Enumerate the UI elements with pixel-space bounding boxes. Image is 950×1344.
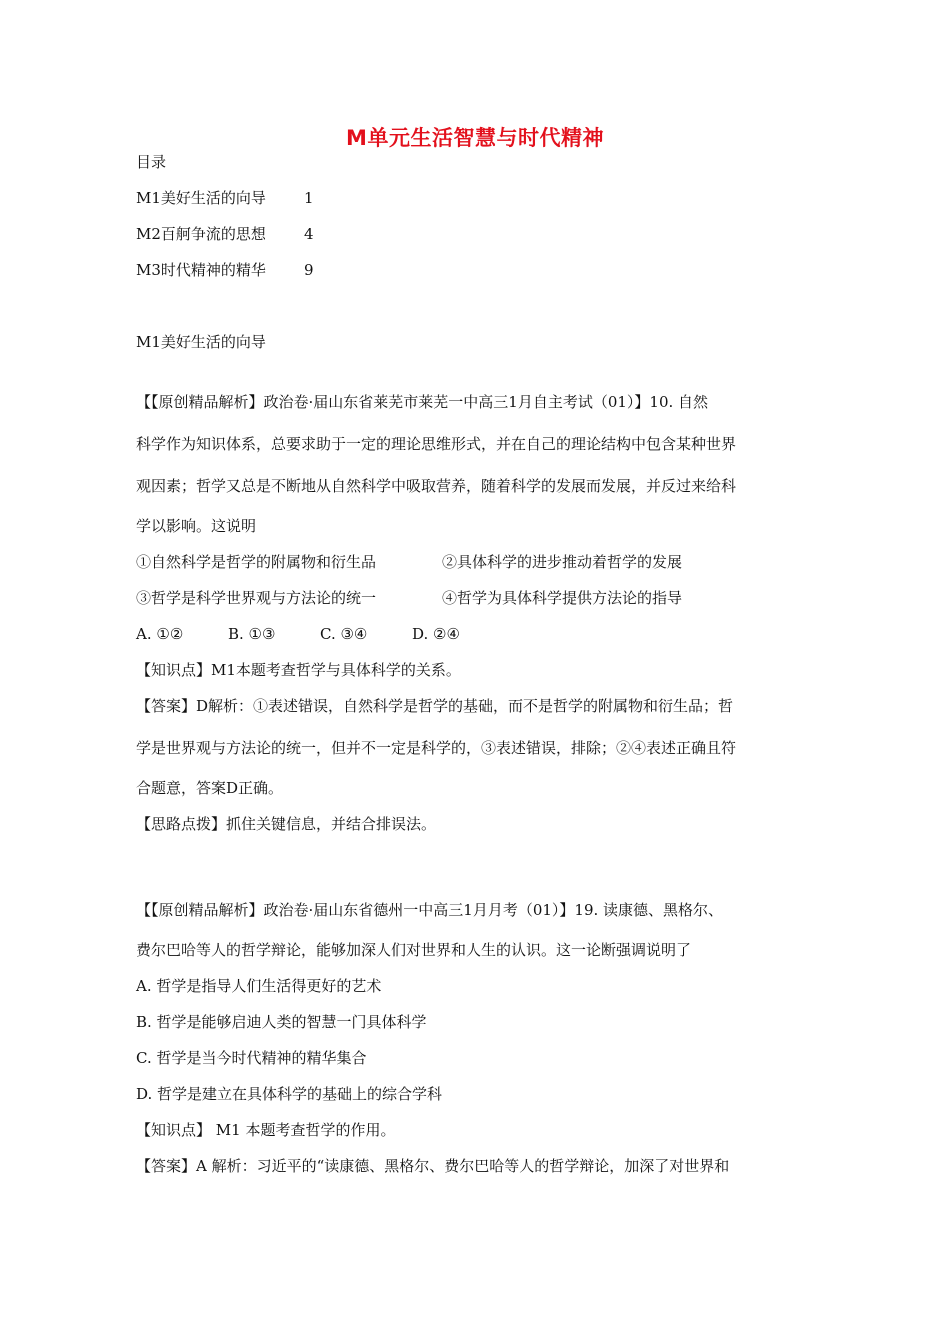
toc-item-label: M1美好生活的向导 [136,189,266,207]
hint-text: 【思路点拨】抓住关键信息，并结合排误法。 [136,815,437,833]
question-text-line: 【【原创精品解析】政治卷·届山东省莱芜市莱芜一中高三1月自主考试（01）】10. 自然 [136,393,709,411]
toc-item-label: M2百舸争流的思想 [136,225,266,243]
answer-choice: B. ①③ [228,625,276,643]
question-text-line: 观因素；哲学又总是不断地从自然科学中吸取营养，随着科学的发展而发展，并反过来给科 [136,477,737,495]
question-option: D. 哲学是建立在具体科学的基础上的综合学科 [136,1085,443,1103]
answer-choice: A. ①② [136,625,184,643]
section-heading: M1美好生活的向导 [136,333,266,351]
document-title: M单元生活智慧与时代精神 [346,126,604,150]
question-option: ②具体科学的进步推动着哲学的发展 [442,553,683,571]
question-text-line: 【【原创精品解析】政治卷·届山东省德州一中高三1月月考（01）】19. 读康德、黑格尔、 [136,901,724,919]
answer-text-line: 合题意，答案D正确。 [136,779,284,797]
toc-item-page: 4 [304,225,314,243]
question-text-line: 费尔巴哈等人的哲学辩论，能够加深人们对世界和人生的认识。这一论断强调说明了 [136,941,692,959]
question-option: ①自然科学是哲学的附属物和衍生品 [136,553,377,571]
question-text-line: 科学作为知识体系，总要求助于一定的理论思维形式，并在自己的理论结构中包含某种世界 [136,435,737,453]
toc-item-label: M3时代精神的精华 [136,261,266,279]
answer-text-line: 学是世界观与方法论的统一，但并不一定是科学的，③表述错误，排除；②④表述正确且符 [136,739,737,757]
knowledge-point: 【知识点】M1本题考查哲学与具体科学的关系。 [136,661,461,679]
toc-heading: 目录 [136,153,167,171]
answer-text-line: 【答案】A 解析：习近平的“读康德、黑格尔、费尔巴哈等人的哲学辩论，加深了对世界和 [136,1157,730,1175]
answer-choice: D. ②④ [412,625,460,643]
answer-text-line: 【答案】D解析：①表述错误，自然科学是哲学的基础，而不是哲学的附属物和衍生品；哲 [136,697,734,715]
question-option: ④哲学为具体科学提供方法论的指导 [442,589,683,607]
question-option: A. 哲学是指导人们生活得更好的艺术 [136,977,382,995]
toc-item-page: 9 [304,261,314,279]
question-option: C. 哲学是当今时代精神的精华集合 [136,1049,367,1067]
question-option: ③哲学是科学世界观与方法论的统一 [136,589,377,607]
answer-choice: C. ③④ [320,625,368,643]
toc-item-page: 1 [304,189,314,207]
question-option: B. 哲学是能够启迪人类的智慧一门具体科学 [136,1013,427,1031]
question-text-line: 学以影响。这说明 [136,517,257,535]
knowledge-point: 【知识点】 M1 本题考查哲学的作用。 [136,1121,396,1139]
